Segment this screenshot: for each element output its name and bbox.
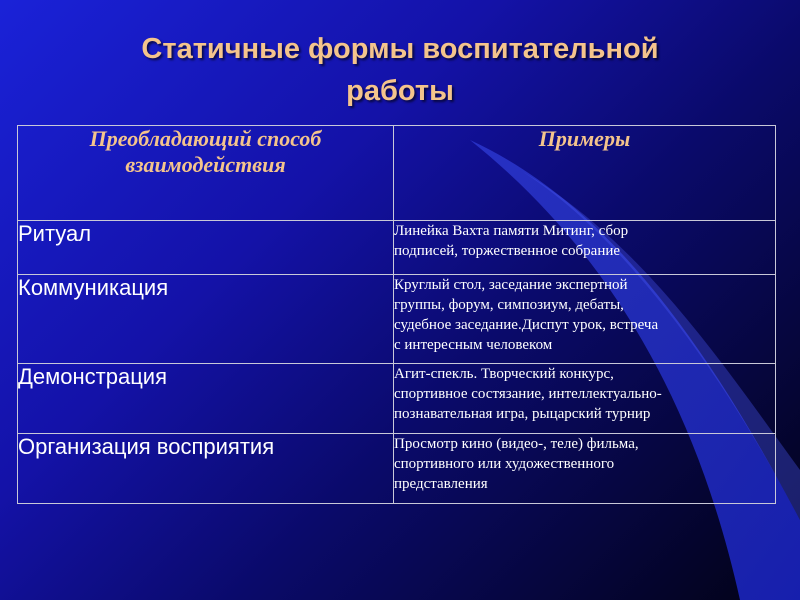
forms-table [17,125,776,504]
method-cell: Организация восприятия [18,434,394,504]
examples-line: познавательная игра, рыцарский турнир [394,406,651,422]
header-examples-line-1: Примеры [538,126,631,151]
examples-cell [394,221,776,275]
header-method-line-1: Преобладающий способ [89,126,322,151]
table-header-row [18,126,776,221]
examples-line: с интересным человеком [394,337,553,353]
examples-line: представления [394,476,488,492]
page-title [40,28,760,112]
examples-line: группы, форум, симпозиум, дебаты, [394,297,624,313]
title-line-1: Статичные формы воспитательной [141,33,659,65]
table-row [18,221,776,275]
examples-line: судебное заседание.Диспут урок, встреча [394,317,659,333]
header-examples [394,126,776,221]
header-method [18,126,394,221]
examples-cell [394,364,776,434]
method-cell: Демонстрация [18,364,394,434]
method-cell: Коммуникация [18,275,394,364]
examples-line: спортивного или художественного [394,456,615,472]
header-method-line-2: взаимодействия [125,152,286,177]
examples-cell [394,275,776,364]
examples-line: Линейка Вахта памяти Митинг, сбор [394,223,629,239]
table-row [18,364,776,434]
examples-line: Агит-спекль. Творческий конкурс, [394,366,614,382]
examples-line: спортивное состязание, интеллектуально- [394,386,662,402]
table-row [18,275,776,364]
examples-line: Круглый стол, заседание экспертной [394,277,628,293]
examples-line: подписей, торжественное собрание [394,243,621,259]
title-line-2: работы [346,75,454,107]
examples-cell [394,434,776,504]
examples-line: Просмотр кино (видео-, теле) фильма, [394,436,639,452]
method-cell: Ритуал [18,221,394,275]
table-row [18,434,776,504]
